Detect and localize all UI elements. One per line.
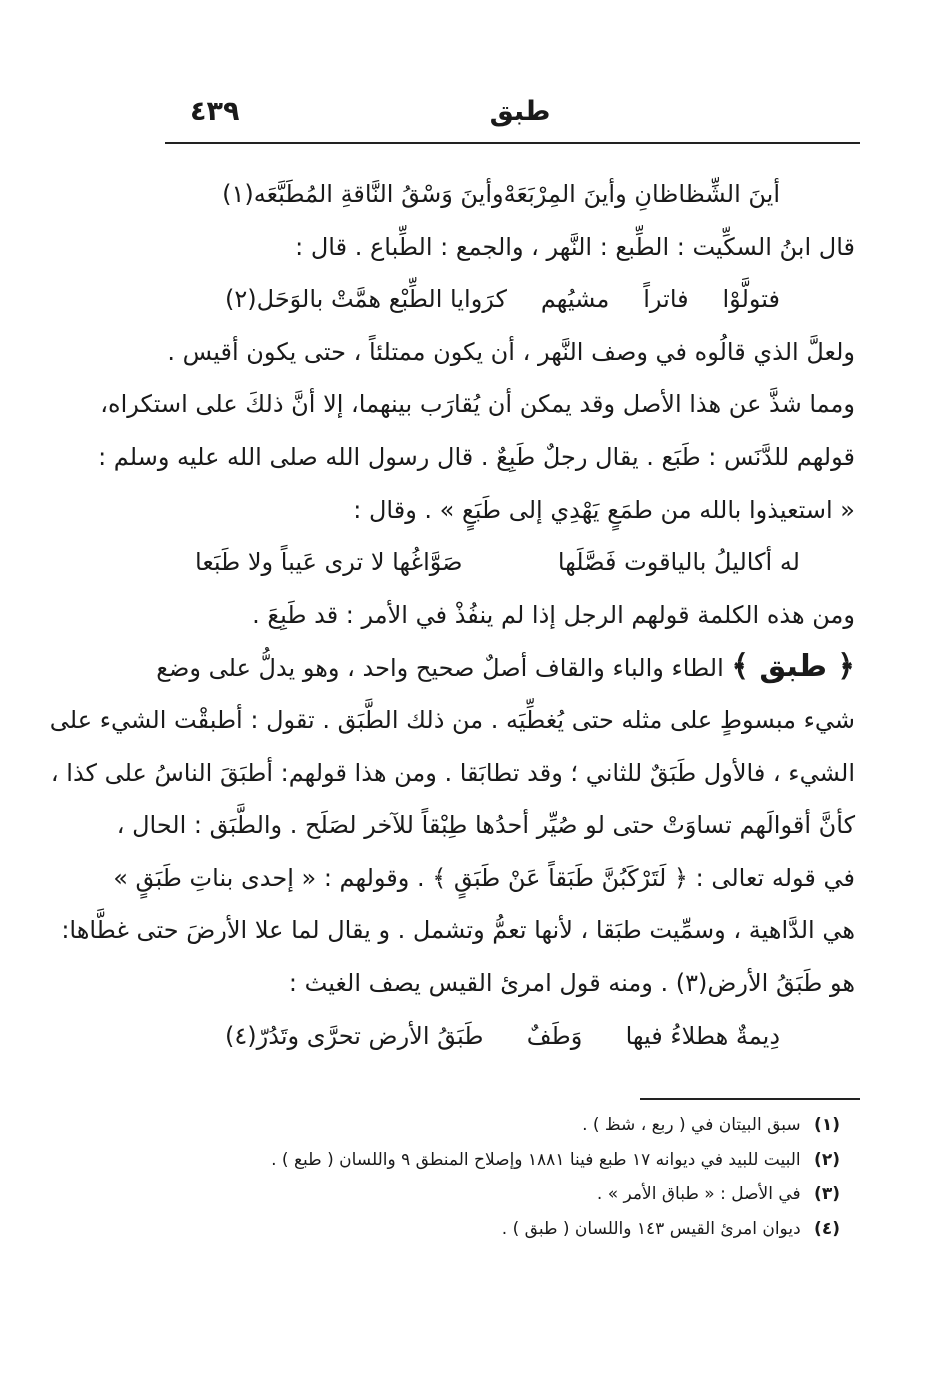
paragraph-line: « استعيذوا بالله من طمَعٍ يَهْدِي إلى طَبَعٍ » . وقال : bbox=[353, 495, 855, 524]
footnote bbox=[200, 1212, 840, 1247]
entry-text: الطاء والباء والقاف أصلٌ صحيح واحد ، وهو يدلُّ على وضع bbox=[156, 654, 724, 683]
paragraph-line: قال ابنُ السكِّيت : الطِّبع : النَّهر ، والجمع : الطِّباع . قال : bbox=[295, 232, 855, 261]
verse-hemistich-right: له أكاليلُ بالياقوت فَصَّلَها bbox=[557, 548, 800, 577]
body-text bbox=[49, 168, 855, 1062]
footnote-rule bbox=[640, 1098, 860, 1100]
verse-line bbox=[155, 273, 855, 326]
entry-headword: ﴿ طبق ﴾ bbox=[731, 649, 855, 685]
footnote-number: (٤) bbox=[814, 1218, 840, 1239]
footnote-text: سبق البيتان في ( ربع ، شظ ) . bbox=[582, 1115, 801, 1135]
verse-hemistich-left: وأينَ وَسْقُ النَّاقةِ المُطَبَّعَه(١) bbox=[222, 180, 504, 208]
verse-hemistich-right: دِيمةٌ هطلاءُ فيها bbox=[625, 1021, 780, 1050]
paragraph-line: شيء مبسوطٍ على مثله حتى يُغطِّيَه . من ذلك الطَّبَق . تقول : أطبقْت الشيء على bbox=[49, 705, 855, 734]
paragraph-line: هي الدَّاهية ، وسمِّيت طبَقا ، لأنها تعمُّ وتشمل . و يقال لما علا الأرضَ حتى غطَّاها: bbox=[61, 916, 855, 945]
paragraph-line: ولعلَّ الذي قالُوه في وصف النَّهر ، أن يكون ممتلئاً ، حتى يكون أقيس . bbox=[167, 337, 855, 366]
footnote-number: (٣) bbox=[814, 1184, 840, 1204]
verse-hemistich-left: طَبَقُ الأرض تحرَّى وتَدُرّ(٤) bbox=[225, 1021, 484, 1050]
verse-hemistich-left: صَوَّاغُها لا ترى عَيباً ولا طَبَعا bbox=[195, 548, 463, 577]
verse-hemistich-left: كرَوايا الطِّبْع همَّتْ بالوَحَل(٢) bbox=[225, 285, 507, 314]
paragraph-line: هو طَبَقُ الأرض(٣) . ومنه قول امرئ القيس يصف الغيث : bbox=[288, 968, 855, 997]
verse-line bbox=[155, 168, 855, 221]
verse-line bbox=[155, 536, 855, 589]
header-rule bbox=[165, 142, 860, 144]
verse-word: وَطَفٌ bbox=[526, 1021, 583, 1050]
verse-word: فاتراً bbox=[643, 285, 689, 314]
footnote-text: في الأصل : « طباق الأمر » . bbox=[596, 1184, 801, 1204]
page-number: ٤٣٩ bbox=[190, 96, 240, 127]
page-title: طبق bbox=[489, 96, 551, 127]
verse-word: مشيُهم bbox=[540, 285, 610, 314]
paragraph-line: ومن هذه الكلمة قولهم الرجل إذا لم ينفُذْ في الأمر : قد طَبِعَ . bbox=[252, 600, 855, 629]
footnote-text: البيت للبيد في ديوانه ١٧ طبع فينا ١٨٨١ وإصلاح المنطق ٩ واللسان ( طبع ) . bbox=[271, 1149, 801, 1170]
verse-word: فتولَّوْا bbox=[722, 285, 780, 314]
footnote bbox=[200, 1143, 840, 1178]
paragraph-line: قولهم للدَّنَس : طَبَع . يقال رجلٌ طَبِعٌ . قال رسول الله صلى الله عليه وسلم : bbox=[98, 442, 855, 471]
footnote-number: (١) bbox=[814, 1115, 840, 1135]
footnote-text: ديوان امرئ القيس ١٤٣ واللسان ( طبق ) . bbox=[501, 1218, 801, 1239]
verse-line bbox=[155, 1010, 855, 1063]
paragraph-line: كأنَّ أقوالَهم تساوَتْ حتى لو صُيِّر أحدُها طِبْقاً للآخر لصَلَح . والطَّبَق : الحال ، bbox=[116, 811, 855, 840]
footnote bbox=[200, 1177, 840, 1212]
paragraph-line: في قوله تعالى : ﴿ لَتَرْكَبُنَّ طَبَقاً عَنْ طَبَقٍ ﴾ . وقولهم : « إحدى بناتِ طَبَقٍ » bbox=[113, 863, 855, 892]
entry-first-line bbox=[155, 641, 855, 694]
page-header bbox=[180, 96, 860, 136]
paragraph-line: ومما شذَّ عن هذا الأصل وقد يمكن أن يُقارَب بينهما، إلا أنَّ ذلكَ على استكراه، bbox=[100, 390, 855, 419]
footnote bbox=[200, 1108, 840, 1143]
verse-hemistich-right: أينَ الشِّظاظانِ وأينَ المِرْبَعَهْ bbox=[503, 180, 780, 208]
footnote-number: (٢) bbox=[814, 1149, 840, 1170]
footnotes bbox=[200, 1108, 840, 1246]
paragraph-line: الشيء ، فالأول طَبَقٌ للثاني ؛ وقد تطابَقا . ومن هذا قولهم: أطبَقَ الناسُ على كذا ، bbox=[50, 758, 855, 787]
